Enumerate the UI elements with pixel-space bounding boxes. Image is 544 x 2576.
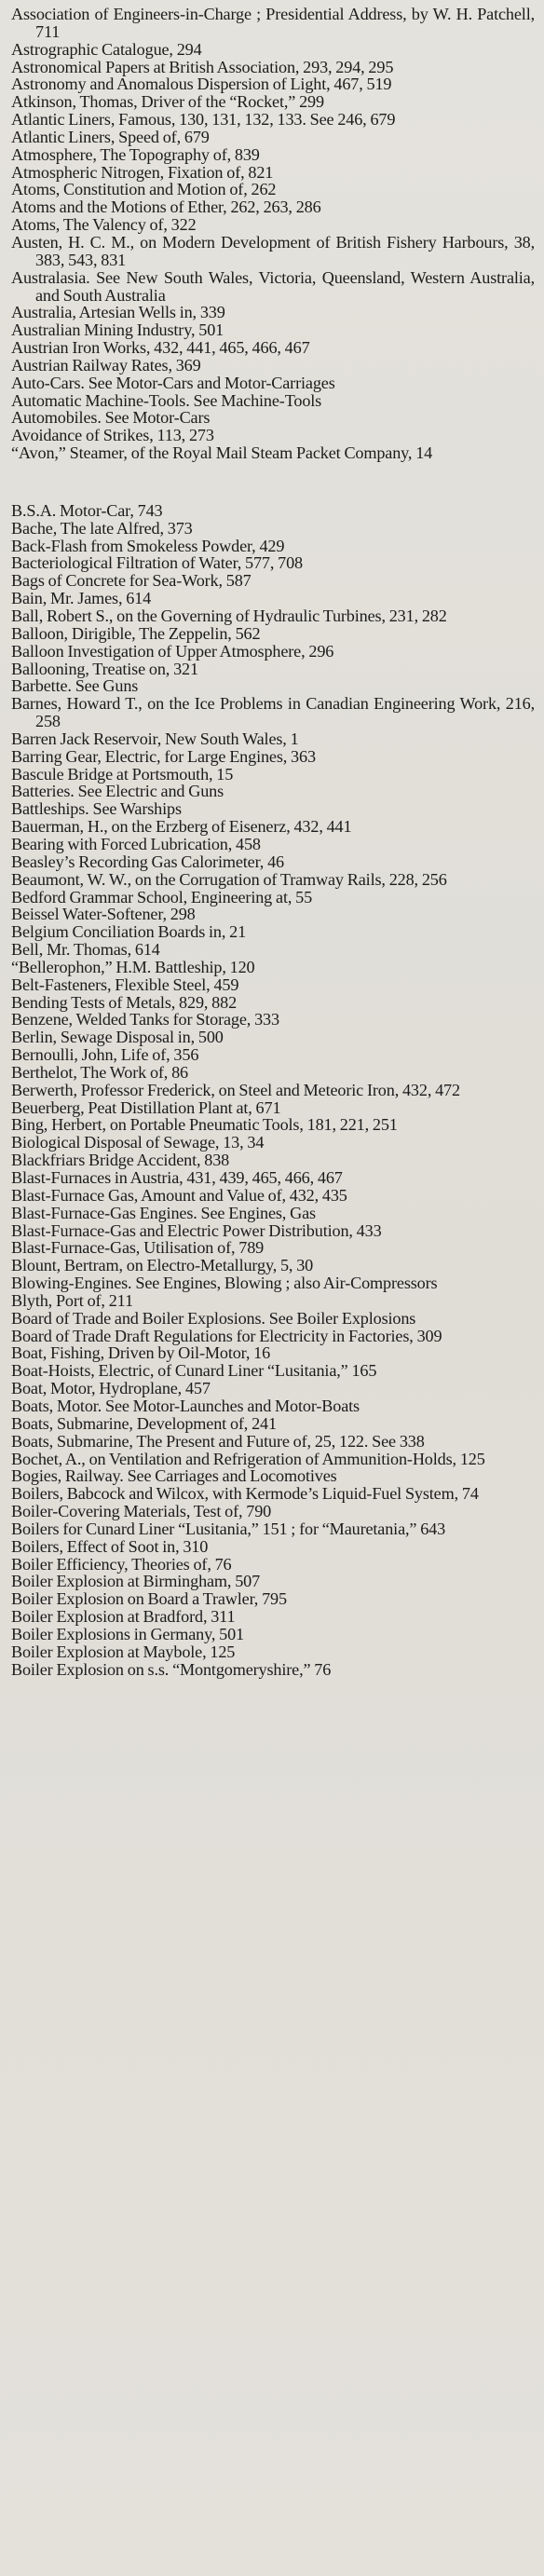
index-entry: Barren Jack Reservoir, New South Wales, 1 bbox=[11, 729, 299, 748]
index-entry: Bascule Bridge at Portsmouth, 15 bbox=[11, 764, 234, 784]
index-entry: Blyth, Port of, 211 bbox=[11, 1290, 133, 1310]
index-entry: Austrian Railway Rates, 369 bbox=[11, 355, 201, 375]
index-entry: Blast-Furnace-Gas and Electric Power Distribution, 433 bbox=[11, 1220, 382, 1240]
index-entry: Battleships. See Warships bbox=[11, 799, 182, 819]
index-entry: Boiler Explosion at Maybole, 125 bbox=[11, 1642, 236, 1661]
index-entry: Board of Trade and Boiler Explosions. See Boiler Explosions bbox=[11, 1308, 416, 1328]
index-entry: Back-Flash from Smokeless Powder, 429 bbox=[11, 536, 285, 555]
index-entry: Avoidance of Strikes, 113, 273 bbox=[11, 426, 214, 445]
index-entry: Ballooning, Treatise on, 321 bbox=[11, 659, 198, 678]
index-entry: Boilers, Effect of Soot in, 310 bbox=[11, 1536, 209, 1556]
index-entry: Boilers, Babcock and Wilcox, with Kermode’s Liquid-Fuel System, 74 bbox=[11, 1484, 479, 1504]
index-entry: Atkinson, Thomas, Driver of the “Rocket,” 299 bbox=[11, 92, 324, 112]
index-entry: Atoms and the Motions of Ether, 262, 263, 286 bbox=[11, 198, 321, 217]
index-entry: Bing, Herbert, on Portable Pneumatic Tools, 181, 221, 251 bbox=[11, 1115, 398, 1135]
index-entry: Boiler Explosion on s.s. “Montgomeryshire,” 76 bbox=[11, 1659, 332, 1679]
index-entry: Bernoulli, John, Life of, 356 bbox=[11, 1045, 199, 1065]
index-entry: Bearing with Forced Lubrication, 458 bbox=[11, 834, 261, 853]
index-entry: Bain, Mr. James, 614 bbox=[11, 589, 152, 608]
index-entry: Belt-Fasteners, Flexible Steel, 459 bbox=[11, 975, 239, 994]
index-entry: Bedford Grammar School, Engineering at, 55 bbox=[11, 887, 313, 906]
index-entry: Boats, Submarine, The Present and Future of, 25, 122. See 338 bbox=[11, 1431, 425, 1451]
index-entry: Blast-Furnaces in Austria, 431, 439, 465, 466, 467 bbox=[11, 1168, 343, 1187]
index-entry: Boiler Explosions in Germany, 501 bbox=[11, 1624, 245, 1643]
index-entry: Boiler Explosion at Birmingham, 507 bbox=[11, 1572, 261, 1591]
index-entry: Austrian Iron Works, 432, 441, 465, 466, 467 bbox=[11, 338, 310, 358]
index-entry: Astronomy and Anomalous Dispersion of Light, 467, 519 bbox=[11, 75, 392, 94]
index-entry: “Bellerophon,” H.M. Battleship, 120 bbox=[11, 957, 255, 976]
index-entry: Boiler Explosion at Bradford, 311 bbox=[11, 1607, 236, 1627]
index-entry: Beaumont, W. W., on the Corrugation of Tramway Rails, 228, 256 bbox=[11, 869, 447, 889]
index-entry: Berlin, Sewage Disposal in, 500 bbox=[11, 1028, 224, 1047]
index-entry: Belgium Conciliation Boards in, 21 bbox=[11, 922, 247, 942]
index-entry: Atoms, The Valency of, 322 bbox=[11, 215, 197, 235]
index-entry: Automatic Machine-Tools. See Machine-Tools bbox=[11, 390, 322, 410]
index-entry: Barring Gear, Electric, for Large Engines, 363 bbox=[11, 746, 316, 766]
index-entry: Biological Disposal of Sewage, 13, 34 bbox=[11, 1133, 265, 1152]
index-entry: Bell, Mr. Thomas, 614 bbox=[11, 940, 160, 960]
index-entry: Balloon, Dirigible, The Zeppelin, 562 bbox=[11, 623, 261, 643]
index-entry: Bauerman, H., on the Erzberg of Eisenerz, 432, 441 bbox=[11, 817, 352, 837]
index-entry: Automobiles. See Motor-Cars bbox=[11, 408, 211, 428]
index-entry: Blackfriars Bridge Accident, 838 bbox=[11, 1151, 230, 1170]
index-entry: Atoms, Constitution and Motion of, 262 bbox=[11, 180, 277, 199]
index-entry: Atmospheric Nitrogen, Fixation of, 821 bbox=[11, 162, 274, 182]
index-entry: Barbette. See Guns bbox=[11, 676, 139, 696]
index-entry: Astrographic Catalogue, 294 bbox=[11, 39, 202, 59]
index-entry: Boiler-Covering Materials, Test of, 790 bbox=[11, 1502, 272, 1521]
index-entry: Beuerberg, Peat Distillation Plant at, 671 bbox=[11, 1097, 281, 1117]
index-entry: Association of Engineers-in-Charge ; Presidential Address, by W. H. Patchell, 711 bbox=[11, 5, 535, 41]
index-entry: Benzene, Welded Tanks for Storage, 333 bbox=[11, 1010, 279, 1029]
index-entry: Boiler Explosion on Board a Trawler, 795 bbox=[11, 1589, 287, 1609]
index-entry: Boats, Motor. See Motor-Launches and Motor-Boats bbox=[11, 1396, 360, 1415]
index-entry: Barnes, Howard T., on the Ice Problems in Canadian Engineering Work, 216, 258 bbox=[11, 694, 535, 731]
index-entry: Beissel Water-Softener, 298 bbox=[11, 905, 196, 924]
index-entry: Blast-Furnace-Gas Engines. See Engines, Gas bbox=[11, 1203, 316, 1222]
index-entry: Astronomical Papers at British Association, 293, 294, 295 bbox=[11, 57, 394, 76]
index-entry: Blount, Bertram, on Electro-Metallurgy, 5, 30 bbox=[11, 1256, 314, 1275]
index-entry: Beasley’s Recording Gas Calorimeter, 46 bbox=[11, 852, 284, 871]
index-entry: Boat-Hoists, Electric, of Cunard Liner “Lusitania,” 165 bbox=[11, 1361, 377, 1381]
index-entry: Atmosphere, The Topography of, 839 bbox=[11, 144, 260, 164]
index-entry: Austen, H. C. M., on Modern Development of British Fishery Harbours, 38, 383, 543, 831 bbox=[11, 232, 535, 269]
index-entry: Blowing-Engines. See Engines, Blowing ; also Air-Compressors bbox=[11, 1274, 438, 1293]
index-entry: Australasia. See New South Wales, Victoria, Queensland, Western Australia, and South Australia bbox=[11, 267, 535, 305]
index-entry: Berthelot, The Work of, 86 bbox=[11, 1062, 188, 1082]
index-entry: Balloon Investigation of Upper Atmosphere, 296 bbox=[11, 641, 334, 661]
index-entry: Bags of Concrete for Sea-Work, 587 bbox=[11, 571, 252, 591]
index-entry: Bache, The late Alfred, 373 bbox=[11, 518, 193, 538]
index-entry: Blast-Furnace-Gas, Utilisation of, 789 bbox=[11, 1238, 265, 1258]
index-entry: Bending Tests of Metals, 829, 882 bbox=[11, 992, 238, 1012]
index-entry: Berwerth, Professor Frederick, on Steel and Meteoric Iron, 432, 472 bbox=[11, 1080, 460, 1099]
index-entry: Atlantic Liners, Famous, 130, 131, 132, 133. See 246, 679 bbox=[11, 110, 396, 129]
index-entry: Board of Trade Draft Regulations for Electricity in Factories, 309 bbox=[11, 1326, 442, 1345]
index-entry: Australian Mining Industry, 501 bbox=[11, 320, 224, 340]
index-entry: Boilers for Cunard Liner “Lusitania,” 151 ; for “Mauretania,” 643 bbox=[11, 1519, 446, 1538]
index-entry: Bogies, Railway. See Carriages and Locomotives bbox=[11, 1466, 337, 1486]
index-section-a bbox=[11, 6, 535, 462]
index-section-b bbox=[11, 502, 535, 1679]
index-entry: Atlantic Liners, Speed of, 679 bbox=[11, 127, 210, 146]
index-entry: Bochet, A., on Ventilation and Refrigeration of Ammunition-Holds, 125 bbox=[11, 1449, 485, 1468]
index-entry: Bacteriological Filtration of Water, 577, 708 bbox=[11, 553, 303, 573]
index-entry: “Avon,” Steamer, of the Royal Mail Steam Packet Company, 14 bbox=[11, 443, 433, 463]
index-entry: Boats, Submarine, Development of, 241 bbox=[11, 1413, 277, 1433]
index-entry: B.S.A. Motor-Car, 743 bbox=[11, 500, 163, 520]
index-entry: Batteries. See Electric and Guns bbox=[11, 782, 224, 801]
index-entry: Boiler Efficiency, Theories of, 76 bbox=[11, 1554, 232, 1574]
index-entry: Australia, Artesian Wells in, 339 bbox=[11, 303, 225, 322]
index-entry: Auto-Cars. See Motor-Cars and Motor-Carriages bbox=[11, 373, 335, 392]
index-entry: Boat, Fishing, Driven by Oil-Motor, 16 bbox=[11, 1343, 271, 1363]
index-entry: Blast-Furnace Gas, Amount and Value of, 432, 435 bbox=[11, 1185, 347, 1205]
index-entry: Ball, Robert S., on the Governing of Hydraulic Turbines, 231, 282 bbox=[11, 607, 447, 625]
index-entry: Boat, Motor, Hydroplane, 457 bbox=[11, 1379, 211, 1398]
